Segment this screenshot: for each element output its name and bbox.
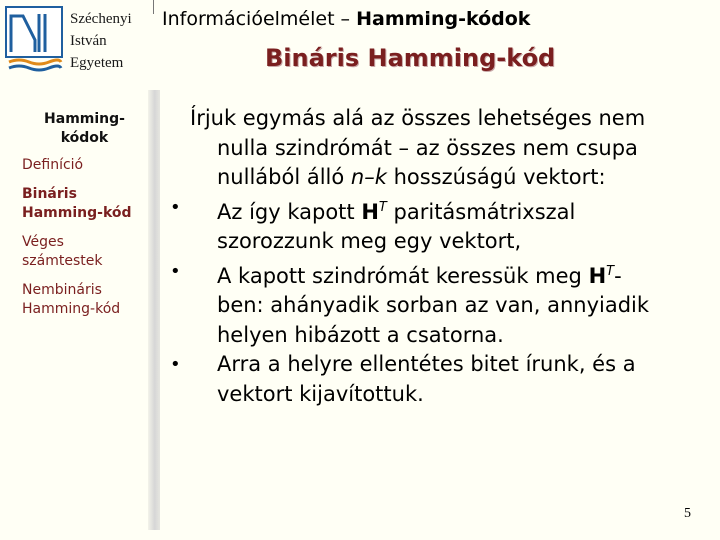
bullet-icon: • bbox=[170, 260, 181, 282]
vertical-divider bbox=[148, 90, 160, 530]
university-name bbox=[70, 8, 132, 74]
intro-line-1: Írjuk egymás alá az összes lehetséges nem bbox=[190, 106, 646, 130]
sidebar-item-nembinaris-hamming-kod[interactable]: Nembináris Hamming-kód bbox=[22, 282, 121, 317]
header-divider bbox=[153, 0, 154, 14]
university-line-1: Széchenyi bbox=[70, 11, 132, 27]
bullet-item-1 bbox=[170, 193, 700, 257]
b2-text-a: A kapott szindrómát keressük meg bbox=[217, 263, 589, 288]
b2-matrix-h: H bbox=[588, 263, 607, 288]
b1-text-d: paritásmátrixszal bbox=[386, 199, 576, 224]
bullet-3-line-1: Arra a helyre ellentétes bitet írunk, és a bbox=[217, 352, 636, 376]
slide-title: Bináris Hamming-kód bbox=[265, 44, 556, 72]
bullet-2-line-1 bbox=[217, 257, 700, 292]
intro-text-c: hosszúságú vektort: bbox=[386, 165, 606, 189]
intro-line-3 bbox=[190, 163, 700, 193]
bullet-item-3 bbox=[170, 350, 700, 409]
sidebar-item-definicio[interactable]: Definíció bbox=[22, 157, 84, 173]
b2-transpose: T bbox=[606, 263, 615, 279]
b1-text-a: Az így kapott bbox=[217, 199, 362, 224]
b2-text-d: - bbox=[614, 263, 622, 288]
bullet-2-line-3: helyen hibázott a csatorna. bbox=[217, 322, 504, 347]
sidebar-item-veges-szamtestek[interactable]: Véges számtestek bbox=[22, 234, 103, 269]
bullet-1-line-1 bbox=[217, 193, 700, 228]
bullet-icon: • bbox=[170, 196, 181, 218]
university-line-3: Egyetem bbox=[70, 55, 124, 71]
b1-matrix-h: H bbox=[361, 199, 379, 224]
bullet-2-line-2: ben: ahányadik sorban az van, annyiadik bbox=[217, 293, 650, 317]
sidebar-main-topic[interactable]: Hamming-kódok bbox=[44, 111, 125, 146]
sidebar-item-binaris-hamming-kod[interactable]: Bináris Hamming-kód bbox=[22, 186, 132, 221]
intro-n-minus-k: n–k bbox=[350, 165, 387, 189]
university-logo bbox=[5, 6, 63, 74]
sidebar-nav bbox=[22, 110, 147, 329]
intro-text-a: nullából álló bbox=[217, 165, 351, 189]
bullet-item-2 bbox=[170, 257, 700, 351]
slide-content bbox=[170, 104, 700, 409]
course-title bbox=[162, 8, 530, 30]
course-prefix: Információelmélet – bbox=[162, 8, 357, 30]
b1-transpose: T bbox=[378, 199, 387, 215]
intro-line-2: nulla szindrómát – az összes nem csupa bbox=[217, 135, 638, 160]
course-topic: Hamming-kódok bbox=[356, 8, 531, 30]
bullet-3-line-2: vektort kijavítottuk. bbox=[217, 381, 424, 406]
university-line-2: István bbox=[70, 33, 107, 49]
intro-paragraph bbox=[190, 104, 700, 193]
bullet-1-line-2: szorozzunk meg egy vektort, bbox=[217, 229, 522, 253]
bullet-icon: • bbox=[170, 354, 181, 375]
page-number: 5 bbox=[684, 506, 691, 521]
